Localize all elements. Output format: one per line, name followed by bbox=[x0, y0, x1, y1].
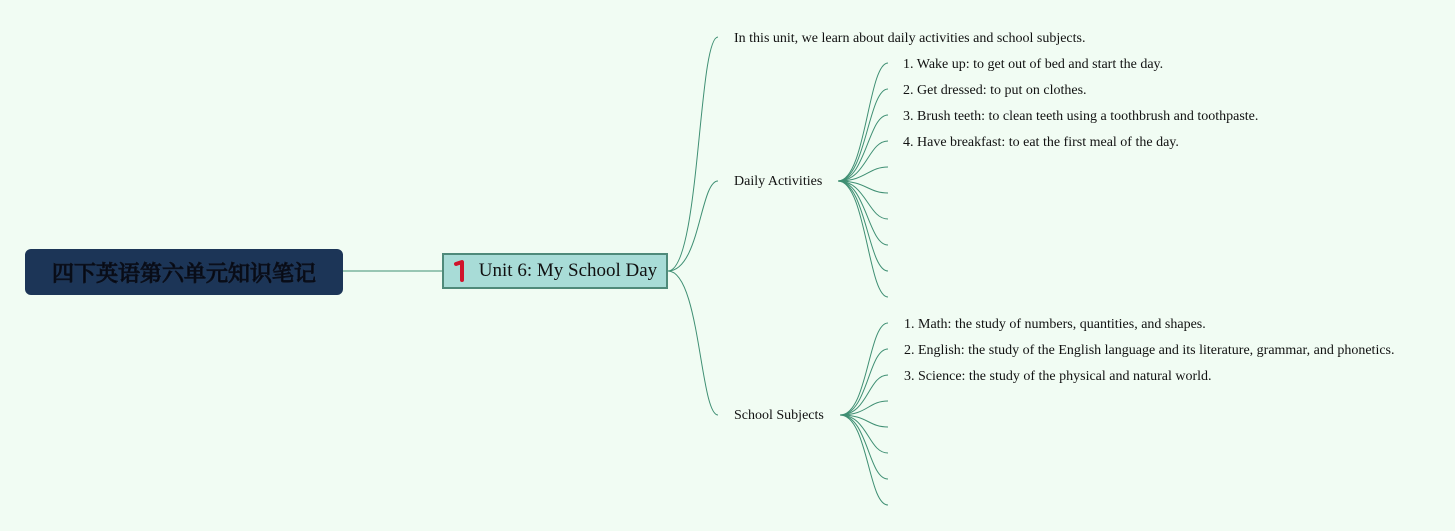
topic-node[interactable] bbox=[442, 253, 668, 289]
subject-item-2[interactable]: 2. English: the study of the English language and its literature, grammar, and phonetics. bbox=[904, 343, 1395, 358]
root-title: 四下英语第六单元知识笔记 bbox=[51, 261, 316, 287]
daily-item-4[interactable]: 4. Have breakfast: to eat the first meal of the day. bbox=[903, 135, 1179, 150]
subject-item-1[interactable]: 1. Math: the study of numbers, quantities, and shapes. bbox=[904, 317, 1206, 332]
daily-item-2[interactable]: 2. Get dressed: to put on clothes. bbox=[903, 83, 1087, 98]
priority-1-icon bbox=[453, 259, 469, 283]
subject-item-3[interactable]: 3. Science: the study of the physical and natural world. bbox=[904, 369, 1212, 384]
root-node[interactable] bbox=[25, 249, 343, 295]
daily-item-3[interactable]: 3. Brush teeth: to clean teeth using a toothbrush and toothpaste. bbox=[903, 109, 1259, 124]
topic-title: Unit 6: My School Day bbox=[478, 260, 658, 281]
daily-item-1[interactable]: 1. Wake up: to get out of bed and start the day. bbox=[903, 57, 1164, 72]
connector-daily-children bbox=[838, 63, 888, 297]
school-subjects-node[interactable]: School Subjects bbox=[734, 408, 824, 423]
daily-activities-node[interactable]: Daily Activities bbox=[734, 174, 823, 189]
connector-topic-intro bbox=[668, 37, 718, 271]
connector-topic-subjects bbox=[668, 271, 718, 415]
connector-subjects-children bbox=[840, 323, 888, 505]
intro-node[interactable]: In this unit, we learn about daily activities and school subjects. bbox=[734, 31, 1086, 46]
